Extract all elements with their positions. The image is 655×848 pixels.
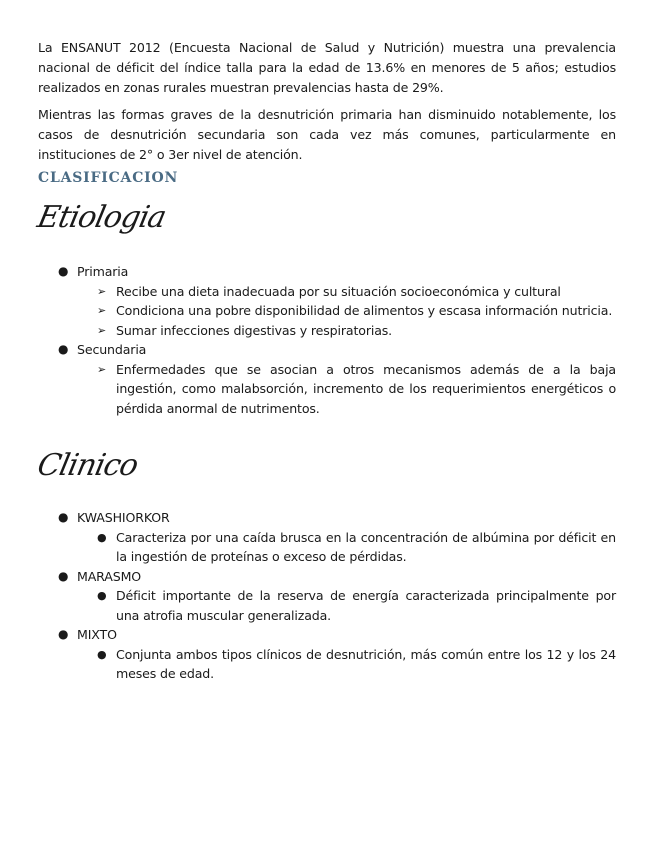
sublist-item-text: Sumar infecciones digestivas y respiratorias.: [116, 322, 393, 338]
list-item-kwashiorkor: [38, 508, 616, 567]
list-item-label: KWASHIORKOR: [77, 510, 170, 525]
sublist-item-text: Recibe una dieta inadecuada por su situación socioeconómica y cultural: [116, 283, 561, 299]
sublist-item: [77, 645, 616, 684]
arrow-bullet-icon: ➢: [97, 304, 107, 317]
sublist: [77, 360, 616, 419]
etiologia-list: [38, 262, 616, 418]
list-item-secundaria: [38, 340, 616, 418]
list-item-label: Primaria: [77, 264, 129, 279]
sublist-item: [77, 321, 616, 341]
subheading-etiologia: Etiologia: [34, 200, 169, 235]
sublist-item-text: Caracteriza por una caída brusca en la concentración de albúmina por déficit en la ingestión de proteínas o exceso de pérdidas.: [116, 529, 616, 564]
arrow-bullet-icon: ➢: [97, 323, 107, 337]
intro-paragraph-1: La ENSANUT 2012 (Encuesta Nacional de Salud y Nutrición) muestra una prevalencia nacional de déficit del índice talla para la edad de 13.6% en menores de 5 años; estudios realizados en zonas rurales muestran prevalencias hasta de 29%.: [38, 40, 616, 95]
arrow-bullet-icon: ➢: [97, 284, 107, 298]
intro-paragraph-2: Mientras las formas graves de la desnutrición primaria han disminuido notablemente, los casos de desnutrición secundaria son cada vez más comunes, particularmente en instituciones de 2° o 3er nivel de atención.: [38, 107, 616, 162]
sublist: [77, 586, 616, 625]
bullet-icon: ●: [58, 510, 69, 524]
sublist: [77, 528, 616, 567]
bullet-icon: ●: [58, 264, 69, 278]
clinico-list: [38, 508, 616, 684]
sublist-item-text: Conjunta ambos tipos clínicos de desnutrición, más común entre los 12 y los 24 meses de edad.: [116, 646, 616, 681]
sublist: [77, 282, 616, 341]
list-item-label: MIXTO: [77, 627, 117, 642]
list-item-mixto: [38, 625, 616, 684]
bullet-icon: ●: [97, 530, 107, 544]
sublist: [77, 645, 616, 684]
sublist-item-text: Déficit importante de la reserva de energía caracterizada principalmente por una atrofia muscular generalizada.: [116, 588, 616, 623]
sublist-item-text: Enfermedades que se asocian a otros mecanismos además de a la baja ingestión, como malabsorción, incremento de los requerimientos energéticos o pérdida anormal de nutrimentos.: [116, 361, 616, 416]
sublist-item: [77, 282, 616, 302]
list-item-label: Secundaria: [77, 342, 147, 357]
bullet-icon: ●: [97, 647, 107, 661]
bullet-icon: ●: [58, 568, 69, 583]
sublist-item: [77, 301, 616, 321]
sublist-item: [77, 586, 616, 625]
bullet-icon: ●: [97, 589, 107, 602]
sublist-item: [77, 528, 616, 567]
subheading-clinico: Clinico: [34, 448, 141, 483]
list-item-label: MARASMO: [77, 568, 142, 584]
list-item-primaria: [38, 262, 616, 340]
sublist-item: [77, 360, 616, 419]
arrow-bullet-icon: ➢: [97, 362, 107, 376]
section-heading-clasificacion: CLASIFICACION: [38, 170, 179, 186]
sublist-item-text: Condiciona una pobre disponibilidad de alimentos y escasa información nutricia.: [116, 303, 613, 318]
bullet-icon: ●: [58, 627, 69, 641]
list-item-marasmo: [38, 567, 616, 626]
bullet-icon: ●: [58, 342, 69, 356]
